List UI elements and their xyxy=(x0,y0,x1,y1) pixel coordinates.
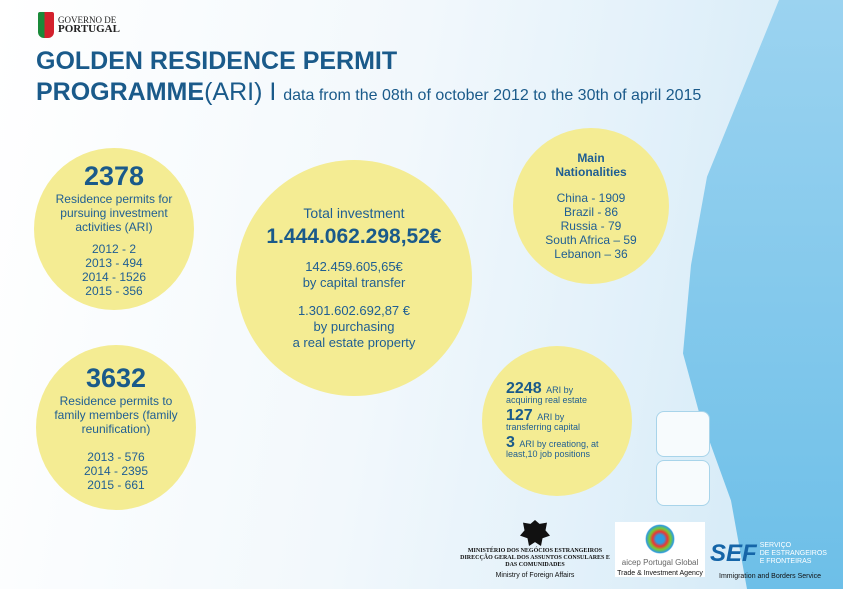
mne-line: DAS COMUNIDADES xyxy=(505,562,565,568)
portugal-flag-icon xyxy=(38,12,54,38)
year-row: 2015 - 356 xyxy=(85,283,143,298)
sef-logo-mark: SEF xyxy=(710,540,757,567)
gov-line2: PORTUGAL xyxy=(58,23,120,35)
family-permits-label: Residence permits to family members (family reunification) xyxy=(54,394,178,436)
family-permits-circle xyxy=(36,345,196,510)
year-row: 2014 - 1526 xyxy=(81,269,147,284)
nationalities-circle xyxy=(513,128,669,284)
ari-text: ARI by creationg, at xyxy=(519,438,599,449)
real-estate-label2: a real estate property xyxy=(292,335,416,350)
mne-line: MINISTÉRIO DOS NEGÓCIOS ESTRANGEIROS xyxy=(467,548,603,554)
aicep-name: aicep Portugal Global xyxy=(621,558,699,567)
ari-types-circle xyxy=(482,346,632,496)
sef-line: E FRONTEIRAS xyxy=(759,558,812,565)
ari-count: 3 xyxy=(506,433,515,451)
sef-logo xyxy=(710,540,827,568)
title-line1: GOLDEN RESIDENCE PERMIT xyxy=(36,47,398,75)
total-investment-circle xyxy=(236,160,472,396)
title-separator: I xyxy=(269,78,277,106)
capital-label: by capital transfer xyxy=(302,275,406,290)
governo-portugal-logo xyxy=(38,12,120,38)
nationalities-title2: Nationalities xyxy=(555,165,627,179)
aicep-dots-icon xyxy=(645,524,675,554)
ari-text: transferring capital xyxy=(506,421,581,432)
mne-logo xyxy=(455,520,615,579)
gov-line1: GOVERNO DE xyxy=(58,15,117,25)
year-row: 2013 - 576 xyxy=(87,450,145,464)
ari-text: least,10 job positions xyxy=(506,448,591,459)
capital-amount: 142.459.605,65€ xyxy=(305,259,403,274)
sef-line: SERVIÇO xyxy=(759,542,792,549)
sef-line: DE ESTRANGEIROS xyxy=(759,550,827,557)
aicep-logo xyxy=(615,522,705,577)
madeira-inset-map xyxy=(656,460,710,506)
nationalities-title1: Main xyxy=(577,151,605,165)
mne-english: Ministry of Foreign Affairs xyxy=(495,572,575,579)
nationality-item: Brazil - 86 xyxy=(563,205,619,219)
real-estate-label1: by purchasing xyxy=(313,319,395,334)
ari-count: 2248 xyxy=(506,379,542,397)
ari-count: 127 xyxy=(506,406,533,424)
ari-text: acquiring real estate xyxy=(506,394,588,405)
real-estate-amount: 1.301.602.692,87 € xyxy=(297,303,411,318)
year-row: 2015 - 661 xyxy=(87,478,145,492)
investment-permits-count: 2378 xyxy=(83,160,145,191)
nationality-item: South Africa – 59 xyxy=(545,233,637,247)
sef-english: Immigration and Borders Service xyxy=(719,573,821,580)
ari-text: ARI by xyxy=(537,411,565,422)
mne-emblem-icon xyxy=(520,520,550,546)
family-permits-count: 3632 xyxy=(85,363,147,393)
page-title xyxy=(36,46,701,111)
total-investment-label: Total investment xyxy=(303,205,405,221)
investment-permits-label: Residence permits for pursuing investment activities (ARI) xyxy=(55,191,173,234)
subtitle: data from the 08th of october 2012 to the 30th of april 2015 xyxy=(283,87,702,104)
ari-text: ARI by xyxy=(546,384,574,395)
mne-line: DIRECÇÃO GERAL DOS ASSUNTOS CONSULARES E xyxy=(460,555,610,561)
azores-inset-map xyxy=(656,411,710,457)
aicep-english: Trade & Investment Agency xyxy=(617,570,703,577)
investment-permits-circle xyxy=(34,148,194,310)
total-investment-amount: 1.444.062.298,52€ xyxy=(266,225,442,248)
nationality-item: Russia - 79 xyxy=(560,219,622,233)
year-row: 2014 - 2395 xyxy=(83,464,149,478)
year-row: 2012 - 2 xyxy=(91,241,137,256)
title-ari: (ARI) xyxy=(204,78,263,106)
nationality-item: China - 1909 xyxy=(556,191,626,205)
year-row: 2013 - 494 xyxy=(85,255,143,270)
title-line2: PROGRAMME xyxy=(36,78,205,106)
nationality-item: Lebanon – 36 xyxy=(554,247,628,261)
